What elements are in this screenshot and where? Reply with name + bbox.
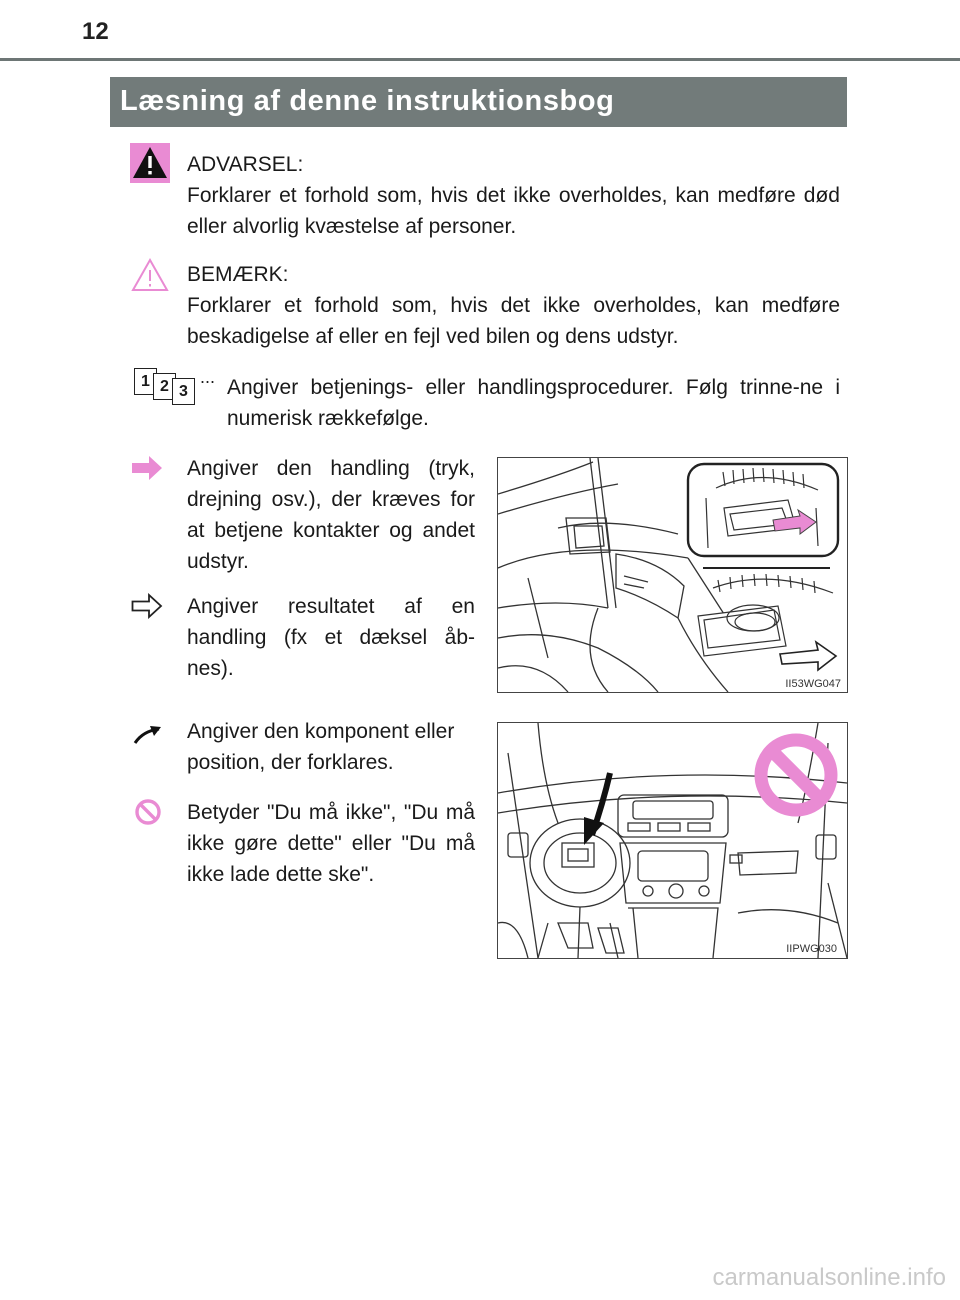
- steps-text: Angiver betjenings- eller handlingsprocedurer. Følg trinne-ne i numerisk rækkefølge.: [227, 376, 840, 430]
- result-arrow-text: Angiver resultatet af en handling (fx et dæksel åb-nes).: [187, 595, 475, 680]
- dashboard-illustration: [498, 723, 847, 958]
- step-number-3: 3: [172, 378, 195, 405]
- pointer-arrow-icon: [133, 725, 163, 745]
- notice-text: Forklarer et forhold som, hvis det ikke overholdes, kan medføre beskadigelse af eller en fejl ved bilen og dens udstyr.: [187, 294, 840, 348]
- notice-label: BEMÆRK:: [187, 263, 289, 286]
- numbered-steps-icon: [134, 368, 224, 408]
- action-arrow-text: Angiver den handling (tryk, drejning osv.), der kræves for at betjene kontakter og andet udstyr.: [187, 457, 475, 573]
- step-number-2: 2: [153, 373, 176, 400]
- page-number: 12: [82, 18, 109, 45]
- warning-text: Forklarer et forhold som, hvis det ikke overholdes, kan medføre død eller alvorlig kvæstelse af personer.: [187, 184, 840, 238]
- pointer-text: Angiver den komponent eller position, der forklares.: [187, 720, 455, 774]
- section-title-bar: [110, 77, 847, 127]
- header-rule: [0, 58, 960, 61]
- watermark: carmanualsonline.info: [712, 1264, 946, 1291]
- section-title: Læsning af denne instruktionsbog: [120, 85, 615, 117]
- figure-code: IIPWG030: [786, 943, 837, 955]
- step-number-1: 1: [134, 368, 157, 395]
- dashboard-figure: [497, 722, 848, 959]
- prohibited-icon: [134, 798, 162, 826]
- figure-code: II53WG047: [785, 678, 841, 690]
- prohibited-text: Betyder "Du må ikke", "Du må ikke gøre dette" eller "Du må ikke lade dette ske".: [187, 801, 475, 886]
- warning-label: ADVARSEL:: [187, 153, 304, 176]
- notice-block: [187, 259, 840, 352]
- cup-holder-illustration: [498, 458, 847, 692]
- cup-holder-figure: [497, 457, 848, 693]
- notice-triangle-icon: [130, 257, 170, 293]
- pink-arrow-icon: [131, 455, 163, 481]
- outline-arrow-icon: [131, 593, 163, 619]
- steps-dots: ...: [200, 367, 216, 387]
- warning-triangle-icon: [130, 143, 170, 183]
- warning-block: [187, 149, 840, 242]
